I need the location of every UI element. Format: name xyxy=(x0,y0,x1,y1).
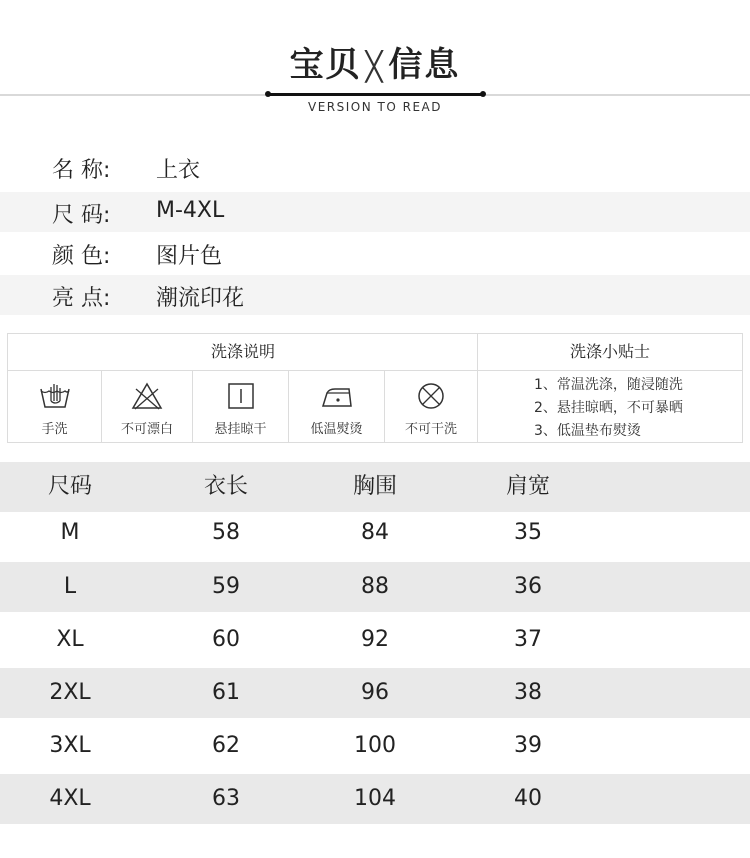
low-iron-icon xyxy=(321,381,353,411)
info-key: 亮 点: xyxy=(52,286,111,311)
size-cell: 4XL xyxy=(49,786,91,811)
info-value: 图片色 xyxy=(156,244,223,269)
length-cell: 60 xyxy=(212,627,240,652)
care-item-no-bleach xyxy=(102,371,192,443)
care-label: 手洗 xyxy=(41,422,68,437)
care-label: 不可干洗 xyxy=(404,422,457,437)
size-table-header xyxy=(0,462,750,512)
table-row xyxy=(0,615,750,665)
shoulder-cell: 40 xyxy=(514,786,542,811)
table-row xyxy=(0,508,750,558)
info-key: 尺 码: xyxy=(52,203,111,228)
info-row-highlight xyxy=(0,275,750,315)
size-header-length: 衣长 xyxy=(203,474,248,499)
size-header-shoulder: 肩宽 xyxy=(505,474,550,499)
size-cell: 3XL xyxy=(49,733,91,758)
care-label: 低温熨烫 xyxy=(310,422,363,437)
underline-dot-left xyxy=(265,91,271,97)
care-label: 悬挂晾干 xyxy=(214,422,267,437)
info-row-name xyxy=(0,147,750,187)
care-instructions-title: 洗涤说明 xyxy=(210,342,275,361)
page-subtitle: VERSION TO READ xyxy=(308,100,442,114)
care-header-row xyxy=(8,334,742,371)
chest-cell: 104 xyxy=(354,786,396,811)
care-tip: 1、常温洗涤，随浸随洗 xyxy=(534,377,683,393)
care-item-no-dry-clean xyxy=(385,371,477,443)
care-table xyxy=(7,333,743,443)
shoulder-cell: 37 xyxy=(514,627,542,652)
chest-cell: 88 xyxy=(361,574,389,599)
length-cell: 62 xyxy=(212,733,240,758)
info-row-size xyxy=(0,192,750,232)
title-right: 信息 xyxy=(388,45,461,85)
length-cell: 59 xyxy=(212,574,240,599)
title-separator: ╳ xyxy=(365,50,385,83)
info-key: 名 称: xyxy=(52,158,111,183)
size-cell: L xyxy=(63,574,77,599)
title-underline xyxy=(268,93,484,96)
length-cell: 58 xyxy=(212,520,240,545)
chest-cell: 96 xyxy=(361,680,389,705)
title-left: 宝贝 xyxy=(289,45,362,85)
length-cell: 61 xyxy=(212,680,240,705)
care-tips xyxy=(478,371,742,443)
no-bleach-icon xyxy=(131,381,163,411)
length-cell: 63 xyxy=(212,786,240,811)
size-cell: XL xyxy=(56,627,84,652)
info-key: 颜 色: xyxy=(52,244,111,269)
table-row xyxy=(0,562,750,612)
care-item-hang-dry xyxy=(193,371,288,443)
shoulder-cell: 36 xyxy=(514,574,542,599)
shoulder-cell: 38 xyxy=(514,680,542,705)
info-value: M-4XL xyxy=(156,198,225,223)
info-value: 上衣 xyxy=(156,158,201,183)
table-row xyxy=(0,721,750,771)
info-value: 潮流印花 xyxy=(156,286,245,311)
care-item-hand-wash xyxy=(8,371,101,443)
underline-dot-right xyxy=(480,91,486,97)
size-cell: M xyxy=(60,520,80,545)
care-label: 不可漂白 xyxy=(120,422,173,437)
care-tip: 3、低温垫布熨烫 xyxy=(534,423,641,439)
chest-cell: 84 xyxy=(361,520,389,545)
chest-cell: 92 xyxy=(361,627,389,652)
size-header-size: 尺码 xyxy=(47,474,92,499)
info-row-color xyxy=(0,233,750,273)
shoulder-cell: 35 xyxy=(514,520,542,545)
no-dry-clean-icon xyxy=(415,381,447,411)
table-row xyxy=(0,668,750,718)
size-cell: 2XL xyxy=(49,680,91,705)
care-tips-title: 洗涤小贴士 xyxy=(569,342,650,361)
hand-wash-icon xyxy=(39,381,71,411)
hang-dry-icon xyxy=(225,381,257,411)
care-item-low-iron xyxy=(289,371,384,443)
table-row xyxy=(0,774,750,824)
chest-cell: 100 xyxy=(354,733,396,758)
size-header-chest: 胸围 xyxy=(352,474,397,499)
page-title xyxy=(0,40,750,92)
shoulder-cell: 39 xyxy=(514,733,542,758)
care-tip: 2、悬挂晾晒，不可暴晒 xyxy=(534,400,683,416)
